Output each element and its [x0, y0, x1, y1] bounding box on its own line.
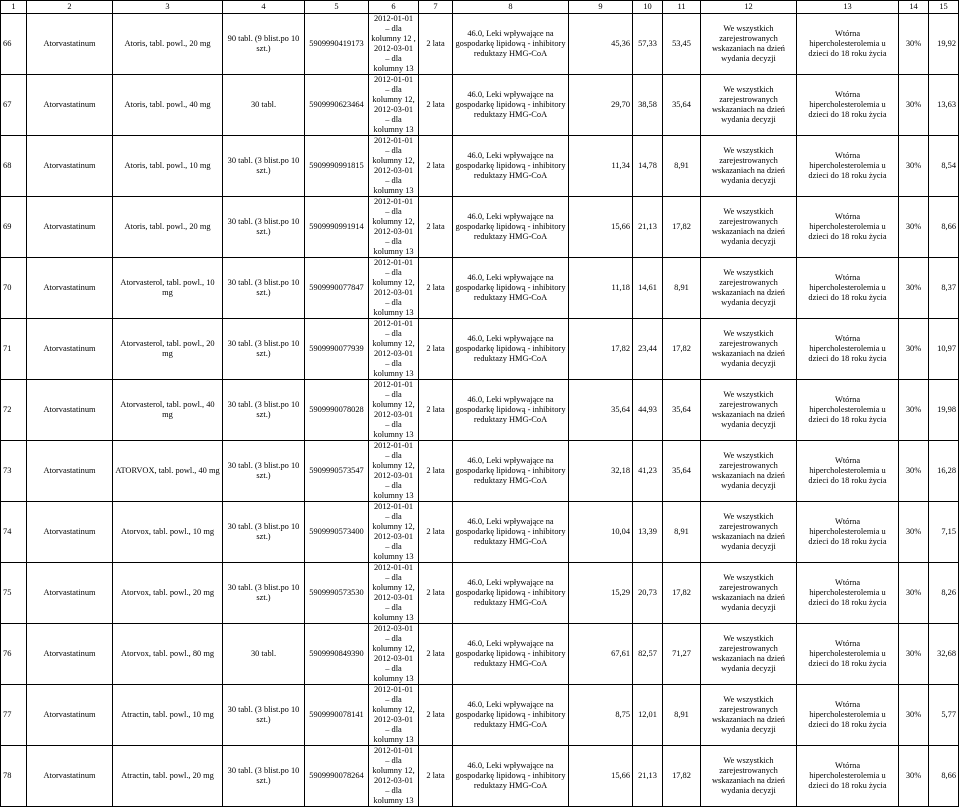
official-price-cell: 15,29: [569, 563, 633, 624]
patient-surcharge-cell: 19,92: [929, 14, 959, 75]
column-number-10: 10: [633, 1, 663, 14]
limit-amount-cell: 35,64: [663, 75, 701, 136]
patient-surcharge-cell: 13,63: [929, 75, 959, 136]
indications-cell: We wszystkich zarejestrowanych wskazaniach na dzień wydania decyzji: [701, 75, 797, 136]
off-label-indication-cell: Wtórna hipercholesterolemia u dzieci do 18 roku życia: [797, 563, 899, 624]
effective-dates-cell: 2012-03-01 – dla kolumny 12, 2012-03-01 – dla kolumny 13: [369, 624, 419, 685]
table-row: [1, 441, 959, 502]
off-label-indication-cell: Wtórna hipercholesterolemia u dzieci do 18 roku życia: [797, 502, 899, 563]
payment-level-cell: 30%: [899, 380, 929, 441]
limit-group-cell: 46.0, Leki wpływające na gospodarkę lipidową - inhibitory reduktazy HMG-CoA: [453, 197, 569, 258]
column-number-4: 4: [223, 1, 305, 14]
table-row: [1, 502, 959, 563]
active-substance-cell: Atorvastatinum: [27, 502, 113, 563]
column-number-15: 15: [929, 1, 959, 14]
off-label-indication-cell: Wtórna hipercholesterolemia u dzieci do 18 roku życia: [797, 319, 899, 380]
package-cell: 30 tabl. (3 blist.po 10 szt.): [223, 136, 305, 197]
drug-name-cell: Atorvox, tabl. powl., 10 mg: [113, 502, 223, 563]
patient-surcharge-cell: 7,15: [929, 502, 959, 563]
indications-cell: We wszystkich zarejestrowanych wskazaniach na dzień wydania decyzji: [701, 563, 797, 624]
off-label-indication-cell: Wtórna hipercholesterolemia u dzieci do 18 roku życia: [797, 197, 899, 258]
indications-cell: We wszystkich zarejestrowanych wskazaniach na dzień wydania decyzji: [701, 624, 797, 685]
limit-group-cell: 46.0, Leki wpływające na gospodarkę lipidową - inhibitory reduktazy HMG-CoA: [453, 685, 569, 746]
official-price-cell: 35,64: [569, 380, 633, 441]
validity-period-cell: 2 lata: [419, 502, 453, 563]
official-price-cell: 67,61: [569, 624, 633, 685]
package-cell: 30 tabl. (3 blist.po 10 szt.): [223, 441, 305, 502]
drug-name-cell: Atorvasterol, tabl. powl., 40 mg: [113, 380, 223, 441]
off-label-indication-cell: Wtórna hipercholesterolemia u dzieci do 18 roku życia: [797, 380, 899, 441]
official-price-cell: 10,04: [569, 502, 633, 563]
effective-dates-cell: 2012-01-01 – dla kolumny 12, 2012-03-01 – dla kolumny 13: [369, 746, 419, 807]
effective-dates-cell: 2012-01-01 – dla kolumny 12, 2012-03-01 – dla kolumny 13: [369, 136, 419, 197]
payment-level-cell: 30%: [899, 685, 929, 746]
limit-group-cell: 46.0, Leki wpływające na gospodarkę lipidową - inhibitory reduktazy HMG-CoA: [453, 75, 569, 136]
package-cell: 30 tabl. (3 blist.po 10 szt.): [223, 258, 305, 319]
payment-level-cell: 30%: [899, 136, 929, 197]
limit-group-cell: 46.0, Leki wpływające na gospodarkę lipidową - inhibitory reduktazy HMG-CoA: [453, 441, 569, 502]
row-number-cell: 67: [1, 75, 27, 136]
column-number-14: 14: [899, 1, 929, 14]
validity-period-cell: 2 lata: [419, 258, 453, 319]
row-number-cell: 74: [1, 502, 27, 563]
column-number-6: 6: [369, 1, 419, 14]
limit-group-cell: 46.0, Leki wpływające na gospodarkę lipidową - inhibitory reduktazy HMG-CoA: [453, 746, 569, 807]
limit-amount-cell: 8,91: [663, 136, 701, 197]
row-number-cell: 73: [1, 441, 27, 502]
table-row: [1, 75, 959, 136]
limit-amount-cell: 17,82: [663, 197, 701, 258]
validity-period-cell: 2 lata: [419, 319, 453, 380]
retail-price-cell: 13,39: [633, 502, 663, 563]
column-number-5: 5: [305, 1, 369, 14]
column-number-7: 7: [419, 1, 453, 14]
patient-surcharge-cell: 19,98: [929, 380, 959, 441]
table-row: [1, 136, 959, 197]
payment-level-cell: 30%: [899, 258, 929, 319]
package-cell: 30 tabl. (3 blist.po 10 szt.): [223, 380, 305, 441]
row-number-cell: 66: [1, 14, 27, 75]
patient-surcharge-cell: 8,54: [929, 136, 959, 197]
column-number-11: 11: [663, 1, 701, 14]
payment-level-cell: 30%: [899, 197, 929, 258]
column-number-3: 3: [113, 1, 223, 14]
payment-level-cell: 30%: [899, 502, 929, 563]
validity-period-cell: 2 lata: [419, 685, 453, 746]
indications-cell: We wszystkich zarejestrowanych wskazaniach na dzień wydania decyzji: [701, 258, 797, 319]
off-label-indication-cell: Wtórna hipercholesterolemia u dzieci do 18 roku życia: [797, 258, 899, 319]
drug-name-cell: Atorvasterol, tabl. powl., 20 mg: [113, 319, 223, 380]
off-label-indication-cell: Wtórna hipercholesterolemia u dzieci do 18 roku życia: [797, 441, 899, 502]
indications-cell: We wszystkich zarejestrowanych wskazaniach na dzień wydania decyzji: [701, 441, 797, 502]
validity-period-cell: 2 lata: [419, 746, 453, 807]
retail-price-cell: 12,01: [633, 685, 663, 746]
active-substance-cell: Atorvastatinum: [27, 624, 113, 685]
retail-price-cell: 21,13: [633, 197, 663, 258]
ean-code-cell: 5909990991914: [305, 197, 369, 258]
effective-dates-cell: 2012-01-01 – dla kolumny 12, 2012-03-01 – dla kolumny 13: [369, 685, 419, 746]
package-cell: 90 tabl. (9 blist.po 10 szt.): [223, 14, 305, 75]
ean-code-cell: 5909990078028: [305, 380, 369, 441]
payment-level-cell: 30%: [899, 441, 929, 502]
limit-group-cell: 46.0, Leki wpływające na gospodarkę lipidową - inhibitory reduktazy HMG-CoA: [453, 136, 569, 197]
official-price-cell: 11,18: [569, 258, 633, 319]
ean-code-cell: 5909990573530: [305, 563, 369, 624]
effective-dates-cell: 2012-01-01 – dla kolumny 12, 2012-03-01 – dla kolumny 13: [369, 75, 419, 136]
drug-name-cell: Atorvasterol, tabl. powl., 10 mg: [113, 258, 223, 319]
indications-cell: We wszystkich zarejestrowanych wskazaniach na dzień wydania decyzji: [701, 746, 797, 807]
effective-dates-cell: 2012-01-01 – dla kolumny 12, 2012-03-01 – dla kolumny 13: [369, 563, 419, 624]
patient-surcharge-cell: 8,37: [929, 258, 959, 319]
effective-dates-cell: 2012-01-01 – dla kolumny 12, 2012-03-01 – dla kolumny 13: [369, 319, 419, 380]
off-label-indication-cell: Wtórna hipercholesterolemia u dzieci do 18 roku życia: [797, 624, 899, 685]
indications-cell: We wszystkich zarejestrowanych wskazaniach na dzień wydania decyzji: [701, 685, 797, 746]
drug-name-cell: Atoris, tabl. powl., 20 mg: [113, 197, 223, 258]
payment-level-cell: 30%: [899, 14, 929, 75]
limit-amount-cell: 71,27: [663, 624, 701, 685]
table-row: [1, 258, 959, 319]
column-number-12: 12: [701, 1, 797, 14]
drug-name-cell: Atoris, tabl. powl., 40 mg: [113, 75, 223, 136]
patient-surcharge-cell: 10,97: [929, 319, 959, 380]
effective-dates-cell: 2012-01-01 – dla kolumny 12 , 2012-03-01 – dla kolumny 13: [369, 14, 419, 75]
off-label-indication-cell: Wtórna hipercholesterolemia u dzieci do 18 roku życia: [797, 136, 899, 197]
retail-price-cell: 23,44: [633, 319, 663, 380]
limit-amount-cell: 17,82: [663, 563, 701, 624]
retail-price-cell: 38,58: [633, 75, 663, 136]
drug-name-cell: Atoris, tabl. powl., 20 mg: [113, 14, 223, 75]
table-row: [1, 319, 959, 380]
column-number-header-row: [1, 1, 959, 14]
active-substance-cell: Atorvastatinum: [27, 14, 113, 75]
official-price-cell: 11,34: [569, 136, 633, 197]
effective-dates-cell: 2012-01-01 – dla kolumny 12, 2012-03-01 – dla kolumny 13: [369, 258, 419, 319]
indications-cell: We wszystkich zarejestrowanych wskazaniach na dzień wydania decyzji: [701, 319, 797, 380]
validity-period-cell: 2 lata: [419, 380, 453, 441]
active-substance-cell: Atorvastatinum: [27, 258, 113, 319]
row-number-cell: 71: [1, 319, 27, 380]
row-number-cell: 76: [1, 624, 27, 685]
payment-level-cell: 30%: [899, 319, 929, 380]
active-substance-cell: Atorvastatinum: [27, 685, 113, 746]
drug-name-cell: ATORVOX, tabl. powl., 40 mg: [113, 441, 223, 502]
active-substance-cell: Atorvastatinum: [27, 563, 113, 624]
ean-code-cell: 5909990573547: [305, 441, 369, 502]
drug-name-cell: Atorvox, tabl. powl., 80 mg: [113, 624, 223, 685]
active-substance-cell: Atorvastatinum: [27, 136, 113, 197]
limit-group-cell: 46.0, Leki wpływające na gospodarkę lipidową - inhibitory reduktazy HMG-CoA: [453, 563, 569, 624]
active-substance-cell: Atorvastatinum: [27, 75, 113, 136]
off-label-indication-cell: Wtórna hipercholesterolemia u dzieci do 18 roku życia: [797, 746, 899, 807]
ean-code-cell: 5909990623464: [305, 75, 369, 136]
validity-period-cell: 2 lata: [419, 441, 453, 502]
validity-period-cell: 2 lata: [419, 75, 453, 136]
limit-group-cell: 46.0, Leki wpływające na gospodarkę lipidową - inhibitory reduktazy HMG-CoA: [453, 624, 569, 685]
column-number-13: 13: [797, 1, 899, 14]
patient-surcharge-cell: 8,26: [929, 563, 959, 624]
table-row: [1, 197, 959, 258]
indications-cell: We wszystkich zarejestrowanych wskazaniach na dzień wydania decyzji: [701, 502, 797, 563]
active-substance-cell: Atorvastatinum: [27, 441, 113, 502]
patient-surcharge-cell: 16,28: [929, 441, 959, 502]
row-number-cell: 69: [1, 197, 27, 258]
column-number-2: 2: [27, 1, 113, 14]
retail-price-cell: 57,33: [633, 14, 663, 75]
official-price-cell: 15,66: [569, 197, 633, 258]
payment-level-cell: 30%: [899, 746, 929, 807]
official-price-cell: 45,36: [569, 14, 633, 75]
row-number-cell: 78: [1, 746, 27, 807]
effective-dates-cell: 2012-01-01 – dla kolumny 12, 2012-03-01 – dla kolumny 13: [369, 380, 419, 441]
official-price-cell: 29,70: [569, 75, 633, 136]
patient-surcharge-cell: 8,66: [929, 746, 959, 807]
ean-code-cell: 5909990078141: [305, 685, 369, 746]
ean-code-cell: 5909990573400: [305, 502, 369, 563]
package-cell: 30 tabl. (3 blist.po 10 szt.): [223, 563, 305, 624]
patient-surcharge-cell: 5,77: [929, 685, 959, 746]
limit-amount-cell: 8,91: [663, 502, 701, 563]
official-price-cell: 8,75: [569, 685, 633, 746]
effective-dates-cell: 2012-01-01 – dla kolumny 12, 2012-03-01 – dla kolumny 13: [369, 502, 419, 563]
retail-price-cell: 41,23: [633, 441, 663, 502]
row-number-cell: 72: [1, 380, 27, 441]
limit-amount-cell: 17,82: [663, 319, 701, 380]
off-label-indication-cell: Wtórna hipercholesterolemia u dzieci do 18 roku życia: [797, 14, 899, 75]
ean-code-cell: 5909990991815: [305, 136, 369, 197]
package-cell: 30 tabl. (3 blist.po 10 szt.): [223, 197, 305, 258]
drug-name-cell: Atractin, tabl. powl., 20 mg: [113, 746, 223, 807]
patient-surcharge-cell: 8,66: [929, 197, 959, 258]
row-number-cell: 70: [1, 258, 27, 319]
effective-dates-cell: 2012-01-01 – dla kolumny 12, 2012-03-01 – dla kolumny 13: [369, 441, 419, 502]
validity-period-cell: 2 lata: [419, 136, 453, 197]
row-number-cell: 77: [1, 685, 27, 746]
ean-code-cell: 5909990077847: [305, 258, 369, 319]
column-number-9: 9: [569, 1, 633, 14]
validity-period-cell: 2 lata: [419, 14, 453, 75]
validity-period-cell: 2 lata: [419, 563, 453, 624]
off-label-indication-cell: Wtórna hipercholesterolemia u dzieci do 18 roku życia: [797, 685, 899, 746]
limit-group-cell: 46.0, Leki wpływające na gospodarkę lipidową - inhibitory reduktazy HMG-CoA: [453, 502, 569, 563]
active-substance-cell: Atorvastatinum: [27, 746, 113, 807]
active-substance-cell: Atorvastatinum: [27, 380, 113, 441]
patient-surcharge-cell: 32,68: [929, 624, 959, 685]
validity-period-cell: 2 lata: [419, 197, 453, 258]
effective-dates-cell: 2012-01-01 – dla kolumny 12, 2012-03-01 – dla kolumny 13: [369, 197, 419, 258]
drug-name-cell: Atorvox, tabl. powl., 20 mg: [113, 563, 223, 624]
package-cell: 30 tabl. (3 blist.po 10 szt.): [223, 319, 305, 380]
table-body: [1, 14, 959, 807]
package-cell: 30 tabl. (3 blist.po 10 szt.): [223, 746, 305, 807]
ean-code-cell: 5909990849390: [305, 624, 369, 685]
table-row: [1, 563, 959, 624]
limit-amount-cell: 53,45: [663, 14, 701, 75]
retail-price-cell: 82,57: [633, 624, 663, 685]
indications-cell: We wszystkich zarejestrowanych wskazaniach na dzień wydania decyzji: [701, 14, 797, 75]
retail-price-cell: 21,13: [633, 746, 663, 807]
limit-amount-cell: 17,82: [663, 746, 701, 807]
limit-group-cell: 46.0, Leki wpływające na gospodarkę lipidową - inhibitory reduktazy HMG-CoA: [453, 14, 569, 75]
retail-price-cell: 44,93: [633, 380, 663, 441]
drug-name-cell: Atractin, tabl. powl., 10 mg: [113, 685, 223, 746]
table-row: [1, 685, 959, 746]
ean-code-cell: 5909990077939: [305, 319, 369, 380]
row-number-cell: 75: [1, 563, 27, 624]
limit-amount-cell: 35,64: [663, 380, 701, 441]
official-price-cell: 17,82: [569, 319, 633, 380]
package-cell: 30 tabl.: [223, 624, 305, 685]
retail-price-cell: 14,78: [633, 136, 663, 197]
official-price-cell: 15,66: [569, 746, 633, 807]
limit-amount-cell: 8,91: [663, 258, 701, 319]
payment-level-cell: 30%: [899, 624, 929, 685]
package-cell: 30 tabl.: [223, 75, 305, 136]
table-row: [1, 14, 959, 75]
retail-price-cell: 14,61: [633, 258, 663, 319]
payment-level-cell: 30%: [899, 75, 929, 136]
row-number-cell: 68: [1, 136, 27, 197]
active-substance-cell: Atorvastatinum: [27, 319, 113, 380]
ean-code-cell: 5909990078264: [305, 746, 369, 807]
retail-price-cell: 20,73: [633, 563, 663, 624]
validity-period-cell: 2 lata: [419, 624, 453, 685]
limit-group-cell: 46.0, Leki wpływające na gospodarkę lipidową - inhibitory reduktazy HMG-CoA: [453, 258, 569, 319]
limit-amount-cell: 35,64: [663, 441, 701, 502]
drug-name-cell: Atoris, tabl. powl., 10 mg: [113, 136, 223, 197]
off-label-indication-cell: Wtórna hipercholesterolemia u dzieci do 18 roku życia: [797, 75, 899, 136]
indications-cell: We wszystkich zarejestrowanych wskazaniach na dzień wydania decyzji: [701, 197, 797, 258]
ean-code-cell: 5909990419173: [305, 14, 369, 75]
indications-cell: We wszystkich zarejestrowanych wskazaniach na dzień wydania decyzji: [701, 380, 797, 441]
payment-level-cell: 30%: [899, 563, 929, 624]
column-number-1: 1: [1, 1, 27, 14]
package-cell: 30 tabl. (3 blist.po 10 szt.): [223, 502, 305, 563]
limit-group-cell: 46.0, Leki wpływające na gospodarkę lipidową - inhibitory reduktazy HMG-CoA: [453, 319, 569, 380]
limit-group-cell: 46.0, Leki wpływające na gospodarkę lipidową - inhibitory reduktazy HMG-CoA: [453, 380, 569, 441]
indications-cell: We wszystkich zarejestrowanych wskazaniach na dzień wydania decyzji: [701, 136, 797, 197]
active-substance-cell: Atorvastatinum: [27, 197, 113, 258]
table-row: [1, 746, 959, 807]
package-cell: 30 tabl. (3 blist.po 10 szt.): [223, 685, 305, 746]
column-number-8: 8: [453, 1, 569, 14]
official-price-cell: 32,18: [569, 441, 633, 502]
table-row: [1, 380, 959, 441]
table-row: [1, 624, 959, 685]
limit-amount-cell: 8,91: [663, 685, 701, 746]
